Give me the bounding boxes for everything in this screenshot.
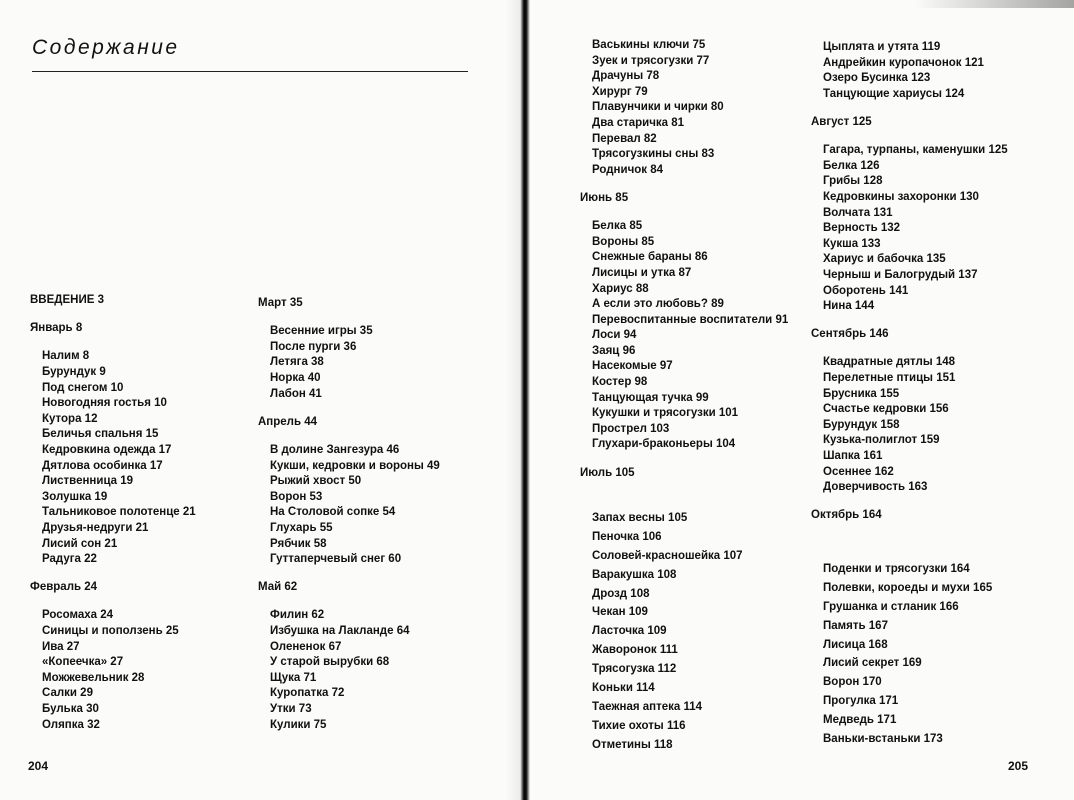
toc-section-heading: Март 35 — [258, 297, 303, 309]
toc-section-heading: Октябрь 164 — [811, 509, 882, 522]
toc-entry: Грушанка и стланик 166 — [823, 600, 959, 613]
toc-entry: Весенние игры 35 — [270, 325, 373, 338]
left-page — [0, 0, 524, 800]
toc-entry: Танцующая тучка 99 — [592, 391, 709, 404]
list-gap — [258, 596, 440, 609]
toc-entry: Прострел 103 — [592, 422, 670, 435]
toc-entry: Нина 144 — [823, 300, 875, 313]
toc-entry: У старой вырубки 68 — [270, 656, 390, 669]
toc-entry: Волчата 131 — [823, 206, 893, 219]
list-gap — [580, 178, 788, 191]
page-number-left: 204 — [28, 759, 49, 773]
toc-entry: Хариус и бабочка 135 — [823, 253, 946, 266]
toc-entry: Росомаха 24 — [42, 609, 114, 622]
toc-entry: Лисица 168 — [823, 638, 888, 651]
toc-column-right-2-bottom — [811, 560, 992, 749]
toc-entry: Кукши, кедровки и вороны 49 — [270, 459, 440, 472]
toc-entry: Костер 98 — [592, 376, 648, 389]
toc-entry: Лабон 41 — [270, 387, 322, 400]
toc-entry: Танцующие хариусы 124 — [823, 87, 965, 100]
toc-entry: Олененок 67 — [270, 640, 342, 653]
toc-entry: Кутора 12 — [42, 412, 98, 425]
toc-entry: Налим 8 — [42, 350, 90, 363]
toc-entry: Коньки 114 — [592, 682, 655, 695]
toc-entry: Друзья-недруги 21 — [42, 521, 149, 534]
toc-entry: Два старичка 81 — [592, 116, 685, 129]
toc-entry: Брусника 155 — [823, 387, 900, 400]
toc-entry: Грибы 128 — [823, 175, 883, 188]
toc-entry: Кедровкины захоронки 130 — [823, 190, 979, 203]
toc-entry: Глухарь 55 — [270, 521, 333, 534]
toc-entry: На Столовой сопке 54 — [270, 506, 396, 519]
toc-entry: Дятлова особинка 17 — [42, 459, 163, 472]
toc-entry: Ворон 170 — [823, 676, 882, 689]
toc-section-heading: Июль 105 — [580, 466, 635, 479]
toc-entry: Хирург 79 — [592, 85, 648, 98]
list-gap — [811, 496, 1008, 509]
toc-entry: Хариус 88 — [592, 282, 649, 295]
toc-column-right-1-bottom — [580, 509, 743, 755]
toc-entry: Зуек и трясогузки 77 — [592, 54, 710, 67]
toc-section-heading: Сентябрь 146 — [811, 328, 889, 341]
toc-entry: Оборотень 141 — [823, 284, 909, 297]
toc-entry: Снежные бараны 86 — [592, 251, 708, 264]
toc-entry: Щука 71 — [270, 671, 317, 684]
toc-entry: Ива 27 — [42, 640, 80, 653]
toc-entry: Андрейкин куропачонок 121 — [823, 56, 984, 69]
toc-entry: Синицы и поползень 25 — [42, 625, 179, 638]
toc-entry: Оляпка 32 — [42, 718, 100, 731]
toc-entry: «Копеечка» 27 — [42, 656, 124, 669]
toc-entry: Радуга 22 — [42, 553, 97, 566]
page-number-right: 205 — [1008, 759, 1029, 773]
toc-entry: Лисицы и утка 87 — [592, 266, 692, 279]
toc-section-heading: Январь 8 — [30, 322, 83, 335]
toc-entry: Васькины ключи 75 — [592, 39, 706, 51]
toc-entry: Утки 73 — [270, 703, 312, 716]
toc-entry: Варакушка 108 — [592, 568, 677, 581]
toc-entry: Дрозд 108 — [592, 587, 650, 600]
toc-entry: Глухари-браконьеры 104 — [592, 438, 736, 451]
toc-entry: Жаворонок 111 — [592, 644, 678, 657]
toc-entry: Беличья спальня 15 — [42, 428, 159, 441]
contents-heading: Содержание — [32, 36, 180, 59]
toc-entry: Соловей-красношейка 107 — [592, 549, 743, 562]
toc-entry: Кедровкина одежда 17 — [42, 443, 172, 456]
toc-entry: Избушка на Лакланде 64 — [270, 625, 410, 638]
toc-entry: Бурундук 9 — [42, 365, 106, 378]
list-gap — [258, 430, 440, 443]
toc-entry: Верность 132 — [823, 222, 901, 235]
toc-entry: Белка 85 — [592, 220, 643, 233]
toc-entry: Под снегом 10 — [42, 381, 124, 394]
toc-entry: Гагара, турпаны, каменушки 125 — [823, 144, 1008, 157]
toc-entry: Родничок 84 — [592, 163, 664, 176]
toc-entry: Тальниковое полотенце 21 — [42, 506, 196, 519]
toc-entry: Полевки, короеды и мухи 165 — [823, 581, 993, 594]
toc-entry: Кукушки и трясогузки 101 — [592, 407, 739, 420]
list-gap — [30, 337, 196, 350]
toc-entry: Лиственница 19 — [42, 475, 134, 488]
toc-entry: Счастье кедровки 156 — [823, 403, 949, 416]
toc-column-left-1 — [30, 293, 196, 733]
right-page — [530, 0, 1074, 800]
toc-section-heading: Август 125 — [811, 115, 872, 128]
toc-entry: Салки 29 — [42, 687, 93, 700]
toc-entry: Кузька-полиглот 159 — [823, 434, 940, 447]
toc-entry: Доверчивость 163 — [823, 481, 928, 494]
toc-entry: Трясогузка 112 — [592, 663, 677, 676]
list-gap — [258, 312, 440, 325]
toc-entry: Перелетные птицы 151 — [823, 372, 956, 385]
list-gap — [580, 453, 788, 466]
list-gap — [30, 568, 196, 581]
toc-entry: Лисий секрет 169 — [823, 657, 922, 670]
toc-entry: В долине Зангезура 46 — [270, 443, 400, 456]
toc-column-right-2-top — [811, 40, 1008, 524]
toc-entry: Кулики 75 — [270, 718, 327, 731]
toc-entry: Насекомые 97 — [592, 360, 673, 373]
list-gap — [30, 309, 196, 322]
gutter-shadow — [505, 0, 520, 800]
toc-entry: Память 167 — [823, 619, 888, 632]
toc-entry: Медведь 171 — [823, 714, 897, 727]
toc-entry: Филин 62 — [270, 609, 325, 622]
toc-entry: Запах весны 105 — [592, 512, 688, 524]
toc-entry: Перевал 82 — [592, 132, 657, 145]
toc-entry: Кукша 133 — [823, 237, 881, 250]
toc-entry: Тихие охоты 116 — [592, 719, 686, 732]
toc-entry: Гуттаперчевый снег 60 — [270, 553, 402, 566]
toc-entry: Пеночка 106 — [592, 530, 662, 543]
toc-entry: Можжевельник 28 — [42, 671, 145, 684]
list-gap — [811, 315, 1008, 328]
list-gap — [258, 402, 440, 415]
toc-section-heading: Май 62 — [258, 581, 298, 594]
toc-entry: Трясогузкины сны 83 — [592, 148, 715, 161]
toc-entry: Норка 40 — [270, 371, 321, 384]
toc-entry: Таежная аптека 114 — [592, 700, 703, 713]
toc-entry: Шапка 161 — [823, 450, 883, 463]
toc-entry: Квадратные дятлы 148 — [823, 356, 956, 369]
toc-entry: Чекан 109 — [592, 606, 648, 619]
heading-rule — [32, 71, 468, 72]
list-gap — [580, 207, 788, 220]
toc-entry: Лисий сон 21 — [42, 537, 118, 550]
toc-section-heading: Апрель 44 — [258, 415, 318, 428]
toc-entry: Куропатка 72 — [270, 687, 345, 700]
toc-entry: Новогодняя гостья 10 — [42, 397, 167, 410]
toc-entry: Осеннее 162 — [823, 465, 894, 478]
list-gap — [811, 131, 1008, 144]
toc-entry: Рябчик 58 — [270, 537, 327, 550]
toc-entry: Лоси 94 — [592, 329, 637, 342]
toc-entry: Заяц 96 — [592, 344, 636, 357]
toc-entry: Булька 30 — [42, 703, 99, 716]
toc-column-left-2 — [258, 296, 440, 733]
toc-entry: Черныш и Балогрудый 137 — [823, 268, 978, 281]
toc-entry: Ваньки-встаньки 173 — [823, 733, 943, 746]
toc-entry: Бурундук 158 — [823, 418, 900, 431]
toc-entry: Летяга 38 — [270, 356, 324, 369]
toc-entry: Поденки и трясогузки 164 — [823, 563, 970, 575]
toc-entry: После пурги 36 — [270, 340, 357, 353]
toc-entry: Отметины 118 — [592, 738, 673, 751]
toc-entry: А если это любовь? 89 — [592, 298, 724, 311]
list-gap — [811, 343, 1008, 356]
toc-entry: Драчуны 78 — [592, 70, 660, 83]
toc-section-heading: ВВЕДЕНИЕ 3 — [30, 294, 104, 306]
scan-artifact — [914, 0, 1074, 8]
toc-entry: Перевоспитанные воспитатели 91 — [592, 313, 789, 326]
toc-entry: Ворон 53 — [270, 490, 323, 503]
toc-entry: Рыжий хвост 50 — [270, 475, 362, 488]
toc-entry: Цыплята и утята 119 — [823, 41, 941, 53]
toc-column-right-1-top — [580, 38, 788, 481]
toc-entry: Прогулка 171 — [823, 695, 899, 708]
toc-entry: Ласточка 109 — [592, 625, 667, 638]
toc-entry: Озеро Бусинка 123 — [823, 72, 931, 85]
toc-section-heading: Июнь 85 — [580, 191, 629, 204]
toc-entry: Вороны 85 — [592, 235, 655, 248]
toc-section-heading: Февраль 24 — [30, 581, 98, 594]
list-gap — [258, 568, 440, 581]
list-gap — [811, 102, 1008, 115]
toc-entry: Плавунчики и чирки 80 — [592, 101, 724, 114]
list-gap — [30, 596, 196, 609]
book-gutter — [520, 0, 530, 800]
toc-entry: Белка 126 — [823, 159, 880, 172]
toc-entry: Золушка 19 — [42, 490, 108, 503]
